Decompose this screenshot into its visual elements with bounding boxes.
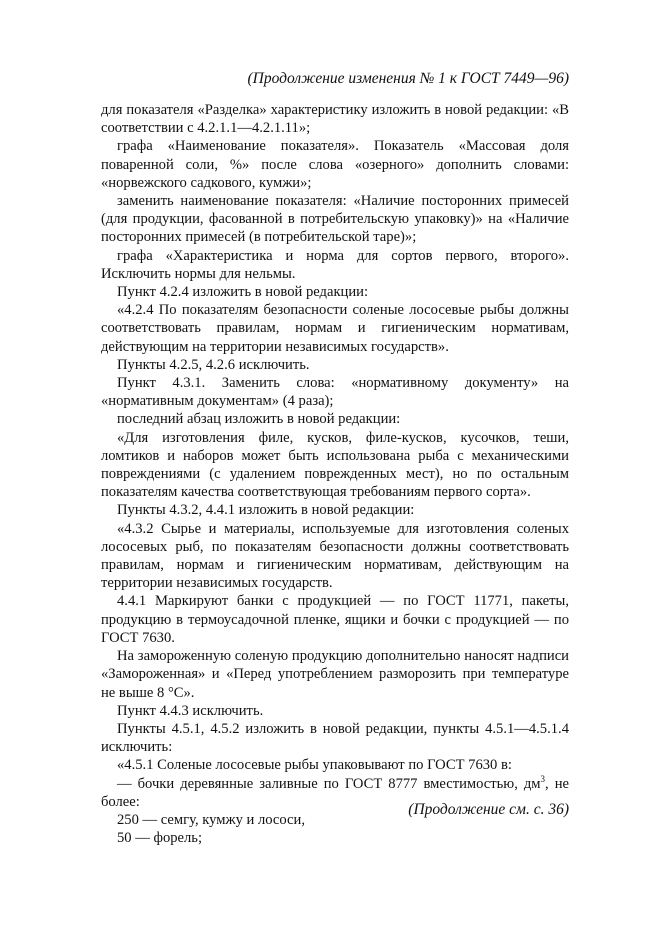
paragraph: Пункт 4.2.4 изложить в новой редакции:	[117, 284, 369, 301]
paragraph: Пункт 4.3.1. Заменить слова: «нормативному документу» на «нормативным документам» (4 раза);	[101, 375, 569, 410]
paragraph: графа «Наименование показателя». Показатель «Массовая доля поваренной соли, %» после слова «озерного» дополнить словами: «норвежского садкового, кумжи»;	[101, 138, 569, 191]
page-footer: (Продолжение см. с. 36)	[408, 801, 569, 818]
paragraph: «Для изготовления филе, кусков, филе-кусков, кусочков, теши, ломтиков и наборов может быть использована рыба с механическими повреждениями (с удалением поврежденных мест), но по остальным показателям качества соответствующая требованиям первого сорта».	[101, 429, 569, 501]
list-item: 250 — семгу, кумжу и лососи,	[117, 811, 305, 828]
paragraph: заменить наименование показателя: «Наличие посторонних примесей (для продукции, фасованной в потребительскую упаковку)» на «Наличие посторонних примесей (в потребительской таре)»;	[101, 193, 569, 246]
barrels-prefix: — бочки деревянные заливные по ГОСТ 8777 вместимостью, дм	[117, 775, 541, 792]
paragraph: «4.3.2 Сырье и материалы, используемые для изготовления соленых лососевых рыб, по показателям безопасности должны соответствовать правилам, нормам и гигиеническим нормативам, действующим на территории независимых государств.	[101, 520, 569, 592]
paragraph: последний абзац изложить в новой редакции:	[117, 411, 401, 428]
paragraph: графа «Характеристика и норма для сортов первого, второго». Исключить нормы для нельмы.	[101, 247, 569, 282]
paragraph: для показателя «Разделка» характеристику изложить в новой редакции: «В соответствии с 4.2.1.1—4.2.1.11»;	[101, 102, 569, 137]
page-header: (Продолжение изменения № 1 к ГОСТ 7449—96)	[247, 70, 569, 87]
list-item: 50 — форель;	[117, 830, 203, 847]
paragraph: На замороженную соленую продукцию дополнительно наносят надписи «Замороженная» и «Перед употреблением разморозить при температуре не выше 8 °С».	[101, 648, 569, 701]
paragraph: Пункты 4.3.2, 4.4.1 изложить в новой редакции:	[117, 502, 415, 519]
barrels-superscript: 3	[540, 773, 546, 784]
document-body	[101, 101, 569, 847]
paragraph: «4.5.1 Соленые лососевые рыбы упаковывают по ГОСТ 7630 в:	[117, 757, 512, 774]
paragraph: Пункты 4.2.5, 4.2.6 исключить.	[117, 356, 310, 373]
paragraph: Пункты 4.5.1, 4.5.2 изложить в новой редакции, пункты 4.5.1—4.5.1.4 исключить:	[101, 720, 569, 756]
barrels-suffix: , не более:	[101, 775, 569, 810]
paragraph: Пункт 4.4.3 исключить.	[117, 702, 264, 719]
paragraph: «4.2.4 По показателям безопасности соленые лососевые рыбы должны соответствовать правилам, нормам и гигиеническим нормативам, действующим на территории независимых государств».	[101, 302, 569, 355]
paragraph: 4.4.1 Маркируют банки с продукцией — по ГОСТ 11771, пакеты, продукцию в термоусадочной пленке, ящики и бочки с продукцией — по ГОСТ 7630.	[101, 593, 569, 646]
